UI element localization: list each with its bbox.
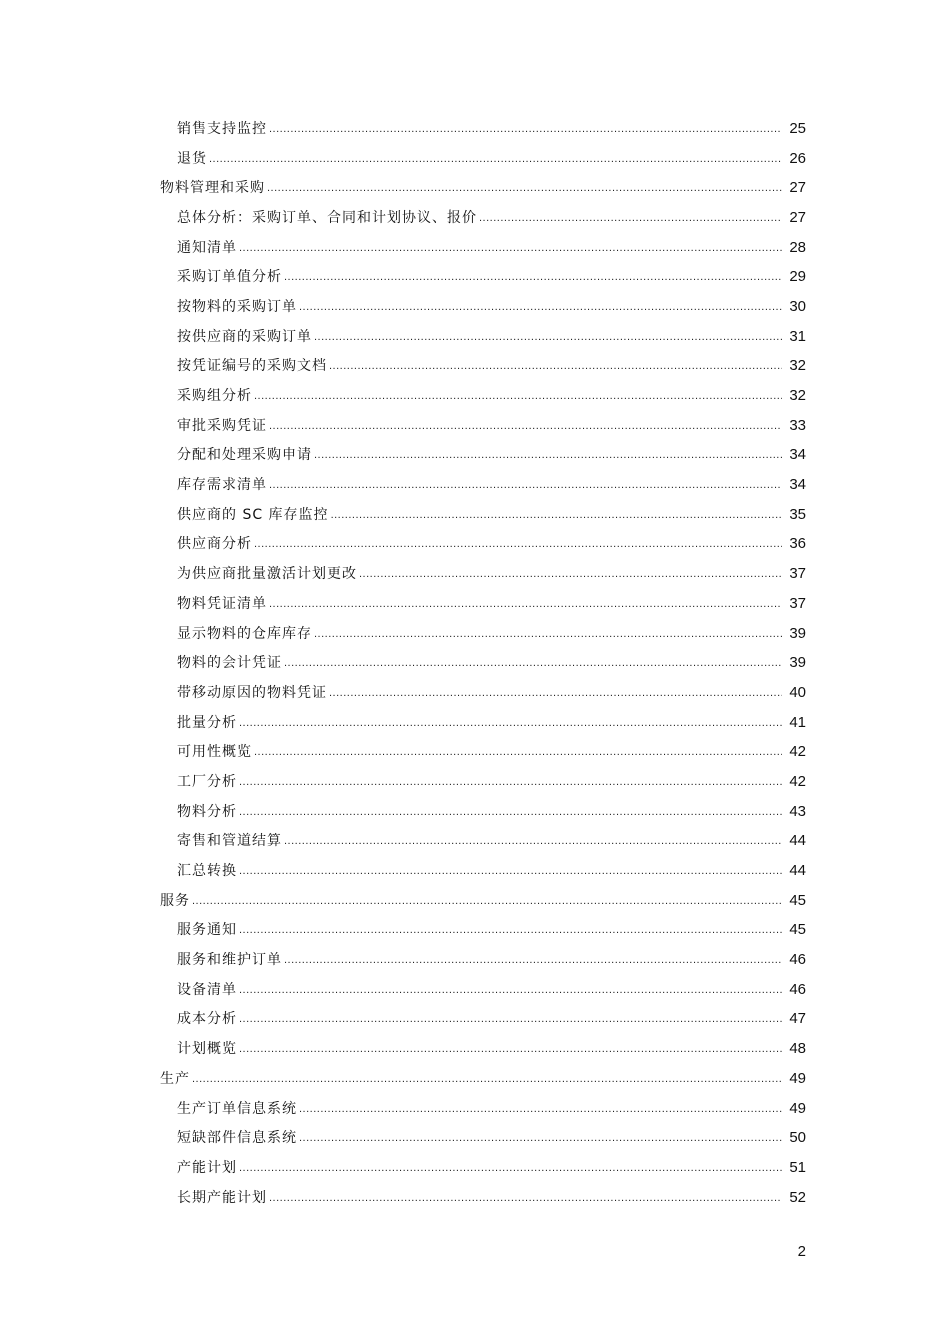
toc-dot-leader	[239, 921, 782, 939]
toc-dot-leader	[267, 179, 782, 197]
toc-entry[interactable]	[0, 975, 950, 1005]
toc-entry-page: 49	[789, 1099, 806, 1117]
toc-entry[interactable]	[0, 1094, 950, 1124]
toc-entry-title: 短缺部件信息系统	[177, 1130, 297, 1147]
toc-dot-leader	[269, 1189, 782, 1207]
toc-dot-leader	[254, 743, 782, 761]
toc-dot-leader	[239, 1040, 782, 1058]
toc-entry-page: 25	[789, 119, 806, 137]
toc-entry-page: 39	[789, 624, 806, 642]
toc-dot-leader	[359, 565, 782, 583]
toc-entry[interactable]	[0, 945, 950, 975]
toc-dot-leader	[329, 357, 782, 375]
toc-dot-leader	[329, 684, 782, 702]
toc-entry-title: 采购组分析	[177, 388, 252, 405]
toc-entry-page: 26	[789, 149, 806, 167]
toc-entry-page: 48	[789, 1040, 806, 1058]
toc-entry-title: 为供应商批量激活计划更改	[177, 566, 357, 583]
table-of-contents	[0, 114, 950, 1212]
toc-entry[interactable]	[0, 173, 950, 203]
toc-entry-title: 寄售和管道结算	[177, 833, 282, 850]
toc-entry[interactable]	[0, 352, 950, 382]
toc-dot-leader	[284, 951, 782, 969]
toc-entry-page: 34	[789, 476, 806, 494]
toc-entry-page: 31	[789, 327, 806, 345]
toc-dot-leader	[269, 476, 782, 494]
toc-entry-page: 42	[789, 772, 806, 790]
toc-dot-leader	[331, 506, 782, 524]
toc-entry[interactable]	[0, 411, 950, 441]
toc-entry-title: 供应商分析	[177, 536, 252, 553]
toc-dot-leader	[239, 239, 782, 257]
toc-dot-leader	[314, 625, 782, 643]
toc-entry[interactable]	[0, 470, 950, 500]
toc-entry-page: 32	[789, 357, 806, 375]
toc-entry-page: 42	[789, 743, 806, 761]
toc-entry-page: 39	[789, 654, 806, 672]
toc-entry[interactable]	[0, 500, 950, 530]
toc-entry-title: 通知清单	[177, 239, 237, 256]
toc-entry-page: 37	[789, 565, 806, 583]
toc-entry[interactable]	[0, 767, 950, 797]
toc-entry[interactable]	[0, 1034, 950, 1064]
toc-entry-page: 51	[789, 1158, 806, 1176]
toc-entry-title: 服务通知	[177, 922, 237, 939]
toc-dot-leader	[314, 328, 782, 346]
toc-entry-title: 物料的会计凭证	[177, 655, 282, 672]
toc-entry-page: 37	[789, 594, 806, 612]
toc-dot-leader	[284, 832, 782, 850]
toc-dot-leader	[479, 209, 782, 227]
toc-entry-page: 46	[789, 951, 806, 969]
toc-entry-title: 服务和维护订单	[177, 952, 282, 969]
toc-entry[interactable]	[0, 648, 950, 678]
toc-entry[interactable]	[0, 441, 950, 471]
toc-entry[interactable]	[0, 381, 950, 411]
toc-dot-leader	[192, 892, 782, 910]
toc-entry-page: 27	[789, 208, 806, 226]
toc-entry-page: 50	[789, 1129, 806, 1147]
toc-dot-leader	[299, 1100, 782, 1118]
toc-entry-page: 41	[789, 713, 806, 731]
toc-dot-leader	[239, 714, 782, 732]
toc-entry-title: 物料凭证清单	[177, 595, 267, 612]
toc-dot-leader	[239, 1159, 782, 1177]
toc-dot-leader	[299, 1129, 782, 1147]
toc-entry-page: 43	[789, 802, 806, 820]
toc-entry[interactable]	[0, 559, 950, 589]
toc-entry-page: 28	[789, 238, 806, 256]
toc-entry-page: 35	[789, 505, 806, 523]
toc-entry-page: 47	[789, 1010, 806, 1028]
toc-entry-title: 成本分析	[177, 1011, 237, 1028]
toc-entry-page: 33	[789, 416, 806, 434]
page-number: 2	[797, 1243, 806, 1260]
toc-entry[interactable]	[0, 322, 950, 352]
toc-dot-leader	[284, 268, 782, 286]
toc-entry-title: 供应商的 SC 库存监控	[177, 506, 329, 523]
toc-entry[interactable]	[0, 233, 950, 263]
toc-entry-page: 49	[789, 1069, 806, 1087]
toc-entry-page: 45	[789, 921, 806, 939]
toc-entry-page: 45	[789, 891, 806, 909]
toc-entry-page: 36	[789, 535, 806, 553]
toc-entry-title: 设备清单	[177, 981, 237, 998]
toc-entry-page: 40	[789, 683, 806, 701]
toc-entry-title: 长期产能计划	[177, 1189, 267, 1206]
toc-entry[interactable]	[0, 678, 950, 708]
toc-dot-leader	[239, 981, 782, 999]
toc-dot-leader	[269, 120, 782, 138]
toc-entry-title: 销售支持监控	[177, 120, 267, 137]
toc-entry-title: 按凭证编号的采购文档	[177, 358, 327, 375]
toc-entry-title: 显示物料的仓库库存	[177, 625, 312, 642]
toc-entry-title: 产能计划	[177, 1159, 237, 1176]
toc-entry-title: 总体分析：采购订单、合同和计划协议、报价	[177, 209, 477, 226]
toc-dot-leader	[269, 417, 782, 435]
toc-entry[interactable]	[0, 530, 950, 560]
toc-entry-title: 汇总转换	[177, 863, 237, 880]
toc-entry[interactable]	[0, 827, 950, 857]
toc-entry-title: 审批采购凭证	[177, 417, 267, 434]
toc-dot-leader	[299, 298, 782, 316]
toc-entry[interactable]	[0, 797, 950, 827]
toc-dot-leader	[284, 654, 782, 672]
toc-entry-page: 46	[789, 980, 806, 998]
toc-entry[interactable]	[0, 619, 950, 649]
toc-entry[interactable]	[0, 114, 950, 144]
toc-entry-title: 物料管理和采购	[160, 180, 265, 197]
toc-dot-leader	[209, 150, 782, 168]
toc-entry[interactable]	[0, 916, 950, 946]
toc-entry-title: 服务	[160, 892, 190, 909]
toc-dot-leader	[239, 1010, 782, 1028]
toc-entry[interactable]	[0, 1123, 950, 1153]
toc-entry-title: 按供应商的采购订单	[177, 328, 312, 345]
toc-entry[interactable]	[0, 292, 950, 322]
toc-entry-title: 生产	[160, 1070, 190, 1087]
toc-entry-page: 32	[789, 387, 806, 405]
toc-entry-title: 库存需求清单	[177, 477, 267, 494]
toc-entry-title: 批量分析	[177, 714, 237, 731]
toc-entry-title: 采购订单值分析	[177, 269, 282, 286]
toc-entry-title: 退货	[177, 150, 207, 167]
toc-entry[interactable]	[0, 589, 950, 619]
toc-entry-page: 44	[789, 832, 806, 850]
toc-entry-page: 27	[789, 179, 806, 197]
toc-entry[interactable]	[0, 1064, 950, 1094]
toc-entry-page: 29	[789, 268, 806, 286]
toc-entry[interactable]	[0, 1153, 950, 1183]
toc-entry[interactable]	[0, 856, 950, 886]
toc-entry[interactable]	[0, 737, 950, 767]
toc-entry[interactable]	[0, 203, 950, 233]
toc-entry[interactable]	[0, 1005, 950, 1035]
toc-entry-page: 34	[789, 446, 806, 464]
toc-entry[interactable]	[0, 886, 950, 916]
toc-entry-title: 分配和处理采购申请	[177, 447, 312, 464]
toc-entry-title: 计划概览	[177, 1041, 237, 1058]
toc-entry-page: 30	[789, 297, 806, 315]
toc-dot-leader	[254, 387, 782, 405]
toc-entry[interactable]	[0, 708, 950, 738]
toc-entry[interactable]	[0, 1183, 950, 1213]
toc-entry[interactable]	[0, 144, 950, 174]
toc-entry-title: 带移动原因的物料凭证	[177, 684, 327, 701]
toc-dot-leader	[314, 446, 782, 464]
toc-dot-leader	[239, 803, 782, 821]
toc-entry-title: 按物料的采购订单	[177, 298, 297, 315]
toc-dot-leader	[269, 595, 782, 613]
toc-dot-leader	[239, 862, 782, 880]
toc-dot-leader	[192, 1070, 782, 1088]
toc-dot-leader	[254, 535, 782, 553]
toc-entry-title: 物料分析	[177, 803, 237, 820]
toc-entry-page: 52	[789, 1188, 806, 1206]
toc-dot-leader	[239, 773, 782, 791]
toc-entry-page: 44	[789, 862, 806, 880]
toc-entry-title: 生产订单信息系统	[177, 1100, 297, 1117]
toc-entry[interactable]	[0, 262, 950, 292]
toc-entry-title: 可用性概览	[177, 744, 252, 761]
toc-entry-title: 工厂分析	[177, 773, 237, 790]
